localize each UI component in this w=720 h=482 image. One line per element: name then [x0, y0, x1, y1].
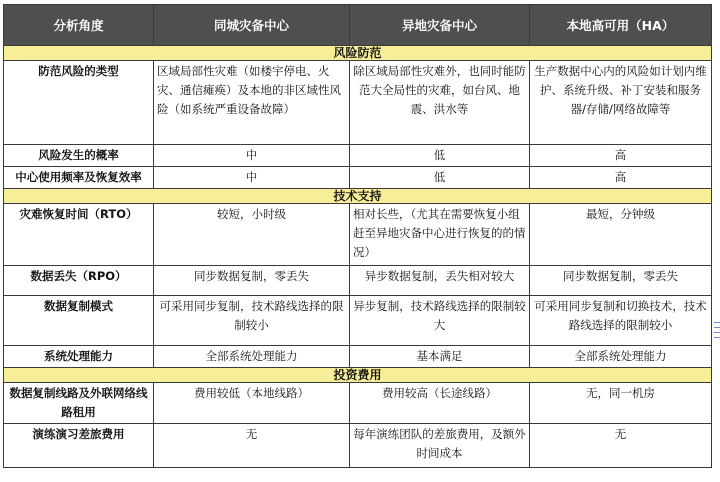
cell-same-city: 较短，小时级: [154, 204, 350, 266]
cell-same-city: 无: [154, 424, 350, 468]
row-label: 数据复制模式: [4, 296, 154, 346]
cell-local-ha: 高: [530, 167, 712, 189]
row-label: 灾难恢复时间（RTO）: [4, 204, 154, 266]
cell-same-city: 区域局部性灾难（如楼宇停电、火灾、通信瘫痪）及本地的非区域性风险（如系统严重设备故障）: [154, 61, 350, 145]
row-label: 中心使用频率及恢复效率: [4, 167, 154, 189]
header-same-city-dr: 同城灾备中心: [154, 5, 350, 46]
row-label: 系统处理能力: [4, 346, 154, 368]
table-row: [4, 346, 712, 368]
comparison-table-wrapper: [3, 4, 711, 468]
cell-local-ha: 无: [530, 424, 712, 468]
section-title: 风险防范: [4, 46, 712, 61]
section-header-technical-support: [4, 189, 712, 204]
cell-local-ha: 同步数据复制，零丢失: [530, 266, 712, 296]
table-row: [4, 167, 712, 189]
section-header-risk-prevention: [4, 46, 712, 61]
cell-local-ha: 全部系统处理能力: [530, 346, 712, 368]
row-label: 数据丢失（RPO）: [4, 266, 154, 296]
cell-remote: 相对长些，（尤其在需要恢复小组赶至异地灾备中心进行恢复的的情况）: [350, 204, 530, 266]
cell-same-city: 可采用同步复制，技术路线选择的限制较小: [154, 296, 350, 346]
cell-remote: 每年演练团队的差旅费用，及额外时间成本: [350, 424, 530, 468]
cell-local-ha: 高: [530, 145, 712, 167]
cell-same-city: 中: [154, 167, 350, 189]
section-title: 投资费用: [4, 368, 712, 383]
cell-remote: 低: [350, 145, 530, 167]
row-label: 风险发生的概率: [4, 145, 154, 167]
section-title: 技术支持: [4, 189, 712, 204]
header-analysis-dimension: 分析角度: [4, 5, 154, 46]
cell-local-ha: 生产数据中心内的风险如计划内维护、系统升级、补丁安装和服务器/存储/网络故障等: [530, 61, 712, 145]
header-remote-dr: 异地灾备中心: [350, 5, 530, 46]
cell-remote: 除区域局部性灾难外，也同时能防范大全局性的灾难，如台风、地震、洪水等: [350, 61, 530, 145]
cell-remote: 费用较高（长途线路）: [350, 383, 530, 424]
header-local-ha: 本地高可用（HA）: [530, 5, 712, 46]
cell-local-ha: 最短，分钟级: [530, 204, 712, 266]
cell-remote: 基本满足: [350, 346, 530, 368]
table-row: [4, 424, 712, 468]
table-row: [4, 204, 712, 266]
cell-local-ha: 无，同一机房: [530, 383, 712, 424]
table-row: [4, 145, 712, 167]
table-row: [4, 61, 712, 145]
cell-same-city: 费用较低（本地线路）: [154, 383, 350, 424]
row-label: 数据复制线路及外联网络线路租用: [4, 383, 154, 424]
row-label: 演练演习差旅费用: [4, 424, 154, 468]
table-header-row: [4, 5, 712, 46]
disaster-recovery-comparison-table: [3, 4, 712, 468]
row-label: 防范风险的类型: [4, 61, 154, 145]
section-header-investment-cost: [4, 368, 712, 383]
table-row: [4, 266, 712, 296]
edge-scan-mark: [714, 322, 720, 354]
cell-same-city: 全部系统处理能力: [154, 346, 350, 368]
table-row: [4, 296, 712, 346]
cell-remote: 低: [350, 167, 530, 189]
cell-same-city: 中: [154, 145, 350, 167]
cell-local-ha: 可采用同步复制和切换技术，技术路线选择的限制较小: [530, 296, 712, 346]
table-row: [4, 383, 712, 424]
cell-remote: 异步数据复制，丢失相对较大: [350, 266, 530, 296]
cell-same-city: 同步数据复制，零丢失: [154, 266, 350, 296]
cell-remote: 异步复制，技术路线选择的限制较大: [350, 296, 530, 346]
